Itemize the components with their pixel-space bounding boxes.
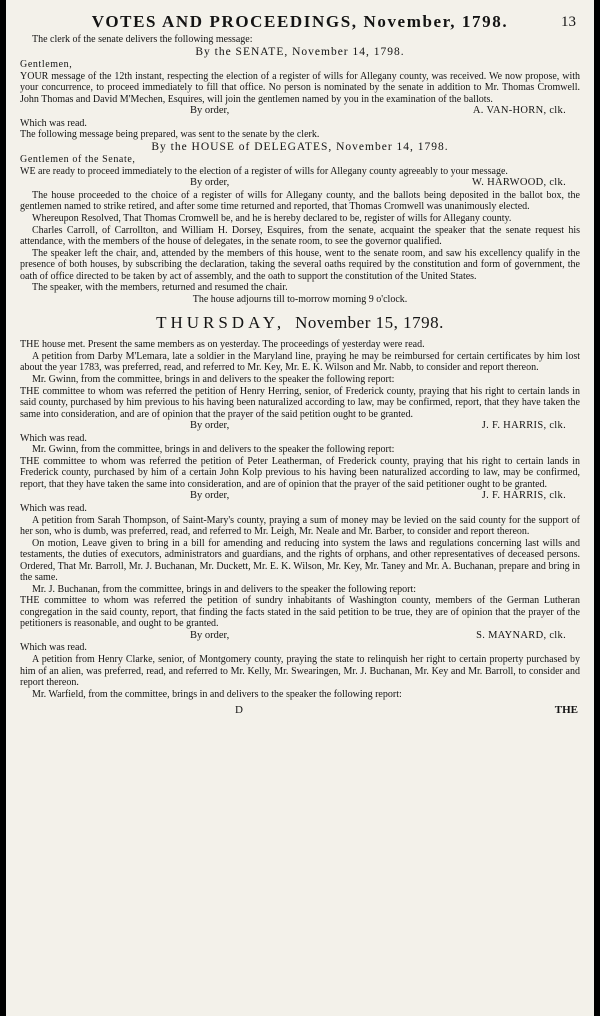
adjournment-note: The house adjourns till to-morrow morning 9 o'clock. bbox=[192, 293, 408, 305]
clerk-name: A. VAN-HORN, clk. bbox=[472, 105, 566, 117]
page-header bbox=[20, 8, 580, 34]
signature-line bbox=[20, 105, 580, 118]
paragraph: Which was read. bbox=[20, 117, 87, 129]
paragraph: WE are ready to proceed immediately to the election of a register of wills for Allegany county agreeably to your message. bbox=[20, 165, 508, 177]
paragraph: A petition from Sarah Thompson, of Saint-Mary's county, praying a sum of money may be levied on the said county for the support of her son, who is dumb, was preferred, read, and referred to Mr. Leigh, Mr. Neale and Mr. Barber, to consider and report thereon. bbox=[20, 514, 580, 538]
message-dateline: By the SENATE, November 14, 1798. bbox=[195, 45, 405, 58]
paragraph: A petition from Henry Clarke, senior, of Montgomery county, praying the state to relinquish her right to certain property purchased by him of an alien, was preferred, read, and referred to Mr. Kelly, Mr. Swearingen, Mr. J. Buchanan, Mr. Key and Mr. Barroll, to consider and report thereon. bbox=[20, 654, 580, 689]
clerk-name: J. F. HARRIS, clk. bbox=[481, 420, 566, 432]
paragraph: Which was read. bbox=[20, 642, 87, 654]
day-heading bbox=[20, 313, 580, 333]
paragraph: YOUR message of the 12th instant, respecting the election of a register of wills for Allegany county, was received. We now propose, with your concurrence, to proceed immediately to fill that office. No person is nominated by the senate in addition to Mr. Thomas Cromwell. John Thomas and David M'Mechen, Esquires, will join the gentlemen named by you in the examination of the ballots. bbox=[20, 70, 580, 105]
message-dateline: By the HOUSE of DELEGATES, November 14, 1798. bbox=[151, 140, 449, 153]
paragraph: Whereupon Resolved, That Thomas Cromwell be, and he is hereby declared to be, register of wills for Allegany county. bbox=[32, 213, 512, 225]
day-date: November 15, 1798. bbox=[295, 313, 444, 333]
running-title: VOTES AND PROCEEDINGS, November, 1798. bbox=[91, 12, 509, 31]
paragraph: A petition from Darby M'Lemara, late a soldier in the Maryland line, praying he may be reimbursed for certain certificates by him lost about the year 1783, was preferred, read, and referred to Mr. Key, Mr. E. K. Wilson and Mr. Nabb, to consider and report thereon. bbox=[20, 350, 580, 374]
page-number: 13 bbox=[561, 14, 576, 30]
page-content bbox=[6, 0, 594, 718]
day-name: THURSDAY, bbox=[156, 313, 286, 333]
catchword: THE bbox=[554, 704, 578, 717]
salutation: Gentlemen, bbox=[20, 59, 73, 71]
paragraph: Charles Carroll, of Carrollton, and William H. Dorsey, Esquires, from the senate, acquaint the speaker that the senate request his attendance, with the members of the house of delegates, in the senate room, to see the governor qualified. bbox=[20, 224, 580, 248]
signature-line bbox=[20, 490, 580, 503]
by-order-label: By order, bbox=[190, 105, 230, 117]
paragraph: The speaker, with the members, returned and resumed the chair. bbox=[32, 282, 288, 294]
paragraph: The following message being prepared, was sent to the senate by the clerk. bbox=[20, 129, 320, 141]
signature-line bbox=[20, 177, 580, 190]
paragraph: Which was read. bbox=[20, 502, 87, 514]
paragraph: Which was read. bbox=[20, 432, 87, 444]
clerk-name: W. HARWOOD, clk. bbox=[472, 177, 566, 189]
paragraph: THE committee to whom was referred the petition of sundry inhabitants of Washington county, members of the German Lutheran congregation in the said county, report, that finding the facts stated in the said petition to be true, they are of opinion that the prayer of the petitioners is reasonable, and ought to be granted. bbox=[20, 595, 580, 630]
by-order-label: By order, bbox=[190, 490, 230, 502]
paragraph: The house proceeded to the choice of a register of wills for Allegany county, and the ballots being deposited in the ballot box, the gentlemen named to strike retired, and after some time returned and reported, that Thomas Cromwell was unanimously elected. bbox=[20, 189, 580, 213]
paragraph: Mr. Gwinn, from the committee, brings in and delivers to the speaker the following report: bbox=[32, 374, 395, 386]
paragraph: Mr. J. Buchanan, from the committee, brings in and delivers to the speaker the following report: bbox=[32, 583, 417, 595]
paragraph: The speaker left the chair, and, attended by the members of this house, went to the senate room, and saw his excellency qualify in the presence of both houses, by subscribing the declaration, taking the several oaths required by the constitution and form of government, the oath of office directed to be taken by act of assembly, and the oath to support the constitution of the United States. bbox=[20, 247, 580, 282]
paragraph: Mr. Gwinn, from the committee, brings in and delivers to the speaker the following report: bbox=[32, 444, 395, 456]
paragraph: THE committee to whom was referred the petition of Peter Leatherman, of Frederick county, praying that his right to certain lands in Frederick county, purchased by him of a certain John Kolp previous to his having been naturalized according to law, may be confirmed, report, that they have taken the same into consideration, and are of opinion that the prayer of the said petitioner ought to be granted. bbox=[20, 455, 580, 490]
signature-mark: D bbox=[235, 704, 243, 717]
clerk-name: S. MAYNARD, clk. bbox=[476, 629, 566, 641]
by-order-label: By order, bbox=[190, 177, 230, 189]
signature-line bbox=[20, 420, 580, 433]
paragraph: The clerk of the senate delivers the following message: bbox=[32, 34, 253, 45]
salutation: Gentlemen of the Senate, bbox=[20, 154, 136, 166]
paragraph: THE committee to whom was referred the petition of Henry Herring, senior, of Frederick county, praying that his right to certain lands in said county, purchased by him previous to his having been naturalized according to law, may be confirmed, report, that they have taken the same into consideration, and are of opinion that the prayer of the said petition ought to be granted. bbox=[20, 385, 580, 420]
signature-line bbox=[20, 630, 580, 643]
clerk-name: J. F. HARRIS, clk. bbox=[481, 490, 566, 502]
paragraph: Mr. Warfield, from the committee, brings in and delivers to the speaker the following report: bbox=[32, 688, 402, 700]
body-text bbox=[20, 34, 580, 700]
page-footer bbox=[20, 704, 580, 718]
by-order-label: By order, bbox=[190, 629, 230, 641]
paragraph: THE house met. Present the same members as on yesterday. The proceedings of yesterday were read. bbox=[20, 339, 425, 351]
document-page bbox=[6, 0, 594, 1016]
by-order-label: By order, bbox=[190, 420, 230, 432]
paragraph: On motion, Leave given to bring in a bill for amending and reducing into system the laws and regulations concerning last wills and testaments, the duties of executors, administrators and guardians, and the rights of orphans, and other representatives of deceased persons. Ordered, That Mr. Barroll, Mr. J. Buchanan, Mr. Duckett, Mr. E. K. Wilson, Mr. Key, Mr. Taney and Mr. A. Buchanan, prepare and bring in the same. bbox=[20, 537, 580, 584]
